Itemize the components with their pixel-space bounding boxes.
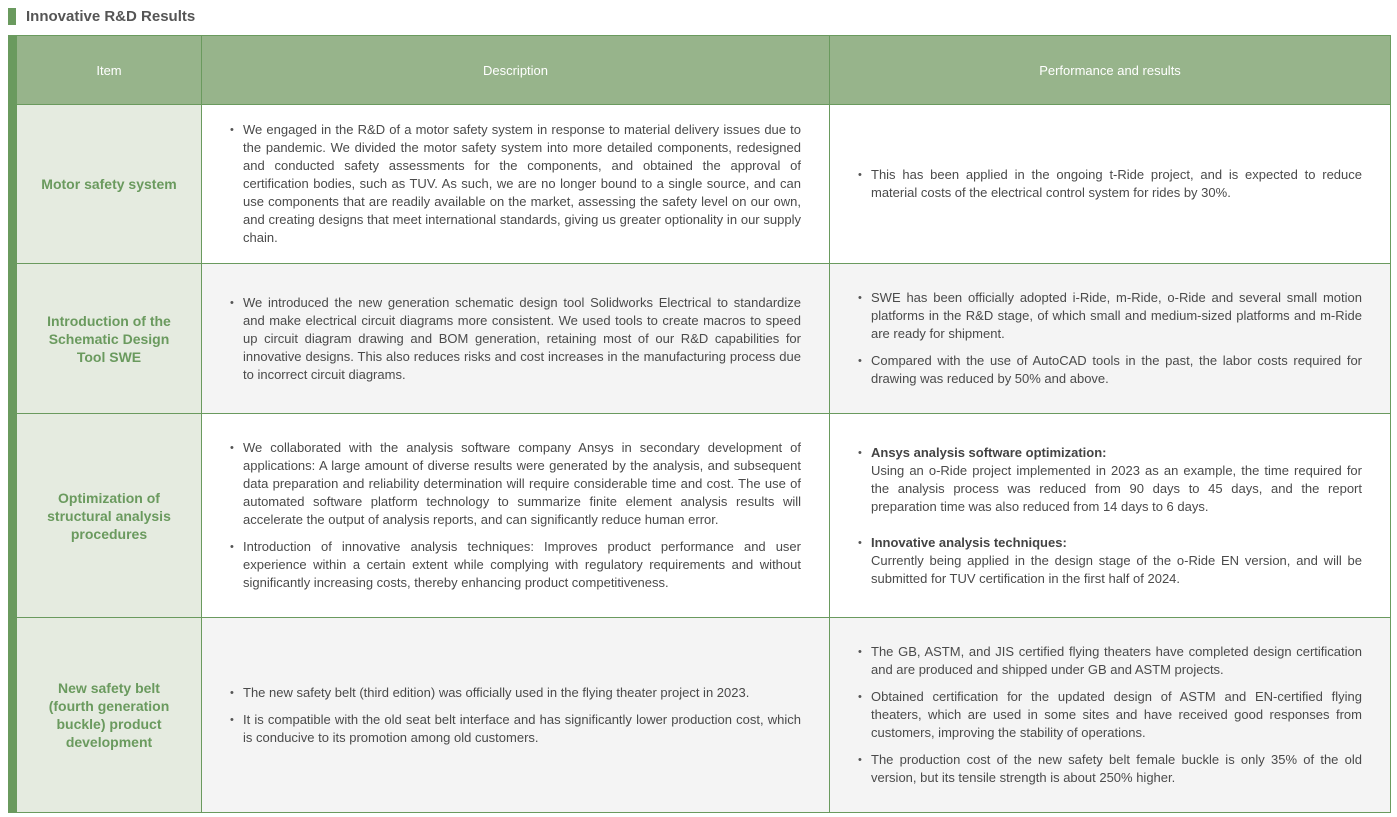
description-bullet: • We introduced the new generation schematic design tool Solidworks Electrical to standardize and make electrical circuit diagrams more consistent. We used tools to create macros to speed up circuit diagram drawing and BOM generation, retaining most of our R&D capabilities for innovative designs. This also reduces risks and cost increases in the manufacturing process due to incorrect circuit diagrams.	[230, 294, 801, 384]
description-bullet: • It is compatible with the old seat belt interface and has significantly lower production cost, which is conducive to its promotion among old customers.	[230, 711, 801, 747]
header-item: Item	[17, 36, 202, 105]
row-description	[202, 414, 830, 618]
description-bullet: • The new safety belt (third edition) was officially used in the flying theater project in 2023.	[230, 684, 801, 702]
table-row	[17, 414, 1391, 618]
header-description: Description	[202, 36, 830, 105]
row-results	[830, 105, 1391, 264]
row-item-label: New safety belt (fourth generation buckle) product development	[17, 618, 202, 813]
title-accent-bar	[8, 8, 16, 25]
results-table-container	[8, 35, 1390, 813]
row-description	[202, 264, 830, 414]
row-item-label: Introduction of the Schematic Design Tool SWE	[17, 264, 202, 414]
table-header-row	[17, 36, 1391, 105]
result-bullet: • The production cost of the new safety belt female buckle is only 35% of the old version, but its tensile strength is about 250% higher.	[858, 751, 1362, 787]
result-bullet: • The GB, ASTM, and JIS certified flying theaters have completed design certification and are produced and shipped under GB and ASTM projects.	[858, 643, 1362, 679]
row-results	[830, 264, 1391, 414]
row-results	[830, 414, 1391, 618]
result-block	[858, 444, 1362, 516]
row-item-label: Motor safety system	[17, 105, 202, 264]
row-description	[202, 618, 830, 813]
row-item-label: Optimization of structural analysis procedures	[17, 414, 202, 618]
description-bullet: • We collaborated with the analysis software company Ansys in secondary development of applications: A large amount of diverse results were generated by the analysis, and subsequent data preparation and reliability determination will require considerable time and cost. The use of automated software platform technology to summarize finite element analysis results will accelerate the output of analysis reports, and can significantly reduce human error.	[230, 439, 801, 529]
table-left-accent	[8, 35, 16, 813]
row-results	[830, 618, 1391, 813]
result-text: Using an o-Ride project implemented in 2023 as an example, the time required for the analysis process was reduced from 90 days to 45 days, and the report preparation time was also reduced from 14 days to 6 days.	[871, 462, 1362, 514]
header-performance: Performance and results	[830, 36, 1391, 105]
results-table	[16, 35, 1391, 813]
result-bullet: • Obtained certification for the updated design of ASTM and EN-certified flying theaters, which are used in some sites and have received good responses from customers, improving the stability of operations.	[858, 688, 1362, 742]
result-bullet: • This has been applied in the ongoing t-Ride project, and is expected to reduce material costs of the electrical control system for rides by 30%.	[858, 166, 1362, 202]
table-row	[17, 264, 1391, 414]
result-heading: • Ansys analysis software optimization:	[871, 444, 1107, 460]
result-text: Currently being applied in the design stage of the o-Ride EN version, and will be submitted for TUV certification in the first half of 2024.	[871, 552, 1362, 586]
description-bullet: • Introduction of innovative analysis techniques: Improves product performance and user experience within a certain extent while complying with regulatory requirements and without significantly increasing costs, thereby enhancing product competitiveness.	[230, 538, 801, 592]
result-heading: • Innovative analysis techniques:	[871, 534, 1067, 550]
result-block	[858, 534, 1362, 588]
table-row	[17, 618, 1391, 813]
section-header	[8, 7, 195, 26]
description-bullet: • We engaged in the R&D of a motor safety system in response to material delivery issues due to the pandemic. We divided the motor safety system into more detailed components, redesigned and conducted safety assessments for the components, and obtained the approval of certification bodies, such as TUV. As such, we are no longer bound to a single source, and can use components that are readily available on the market, assessing the safety level on our own, and creating designs that meet international standards, giving us greater optionality in our supply chain.	[230, 121, 801, 247]
table-row	[17, 105, 1391, 264]
section-title: Innovative R&D Results	[26, 8, 196, 25]
result-bullet: • SWE has been officially adopted i-Ride, m-Ride, o-Ride and several small motion platforms in the R&D stage, of which small and medium-sized platforms and m-Ride are ready for shipment.	[858, 289, 1362, 343]
row-description	[202, 105, 830, 264]
result-bullet: • Compared with the use of AutoCAD tools in the past, the labor costs required for drawing was reduced by 50% and above.	[858, 352, 1362, 388]
